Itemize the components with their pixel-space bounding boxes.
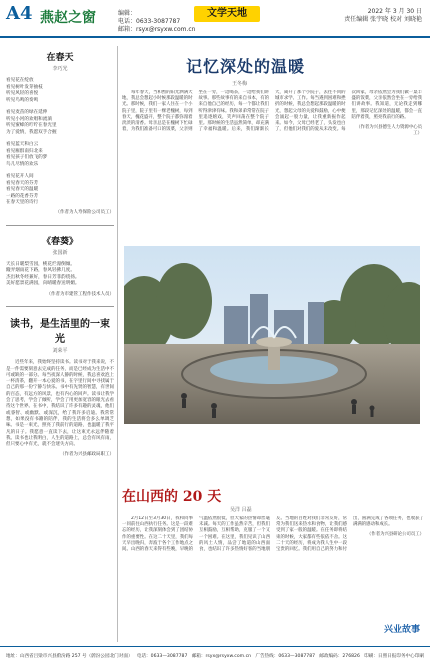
poem2-note: （作者为市建管工程作技术人员） (46, 291, 114, 297)
header-editor: 编辑： (118, 10, 137, 17)
poem-line: 看见孩子们放飞的梦 (6, 155, 48, 161)
main-article-text: 每年春天，当和煦的阳光洒满大地，我总会想起小时候那段温暖的时光。那时候，我们一家人住在一个小院子里，院子里有一棵老槐树，每到春天，槐花盛开，整个院子都弥漫着淡淡的清香。母亲总是在槐树下忙碌着，为我们准备可口的饭菜，父亲则坐在一旁，一边喝茶，一边给我们讲故事。那些故事有的来自书本，有的来自他自己的经历，每一个都让我们听得津津有味。我和弟弟常常在院子里追逐嬉戏，笑声回荡在整个院子里。那时候的生活虽然简单，却充满了幸福和温暖。后来，我们渐渐长大，离开了那个小院子，去往不同的城市求学、工作。每当遇到困难和挫折的时候，我总会想起那段温暖的时光，想起父母的关爱和鼓励，心中便会涌起一股力量，让我重新振作起来。如今，父母已经老了，头发也白了，但他们对我们的爱从未改变。每次回家，母亲依然会为我们做一桌丰盛的饭菜，父亲依然会坐在一旁给我们讲故事。我知道，无论我走到哪里，那段记忆深处的温暖，都会一直陪伴着我，照亮我前行的路。 (122, 90, 422, 133)
main-article (122, 90, 422, 242)
header-date (344, 8, 422, 24)
poem-line: 为了爱情，我愿双手合握 (6, 129, 57, 135)
poem-line: 看见花在绽放 (6, 78, 34, 84)
poem-line: 簸弄烟雨花下路，春风轻拂几度。 (6, 268, 75, 274)
story-author: 吴洋 吕磊 (230, 507, 252, 513)
poem2-title: 《春葵》 (41, 236, 78, 247)
story-title: 在山西的 20 天 (122, 489, 222, 505)
header-phone: 电话：0633-3087787 (118, 18, 181, 25)
issue-date: 2022 年 3 月 30 日 (367, 8, 422, 15)
essay-author: 刘荣平 (52, 347, 68, 354)
footer-post: 邮政编码：276826 (319, 654, 360, 659)
essay-title: 读书，是生活里的一束光 (10, 318, 110, 345)
column-badge: 兴业故事 (383, 625, 420, 635)
poem1-title: 在春天 (46, 53, 74, 63)
poem-line: 鸟儿尽情的欢乐 (6, 161, 39, 167)
footer-printer: 印刷：日照日报印务中心印刷 (364, 654, 424, 659)
poem-line: 看见蓝天和白云 (6, 142, 39, 148)
poem1-note: （作者为人寿保险公司员工） (55, 210, 114, 216)
header-rule (0, 36, 430, 38)
page-header (0, 0, 430, 44)
poem-line: 听见蜜蜂的咛咛在春光里 (6, 123, 57, 129)
poem-line: 看见花开人间 (6, 174, 34, 180)
poem-line: 听见鸟鸣的奏鸣 (6, 97, 39, 103)
poem-line: 一路的花香芬芳 (6, 193, 39, 199)
main-author: 王冬梅 (232, 81, 248, 87)
editor-roles: 责任编辑 张宇晓 校对 刘晓艳 (344, 16, 422, 23)
poem-line: 看见雁群南归北来 (6, 148, 43, 154)
poem2-author: 张国新 (52, 249, 68, 256)
story-article (122, 516, 424, 630)
poem1-body (6, 78, 114, 206)
footer-email: 邮箱：rsyx@rsyxw.com.cn (191, 654, 252, 659)
column-divider (117, 46, 118, 642)
poem-line: 看见麦苗的绿在延伸 (6, 110, 48, 116)
story-note: （作者为兴县研论公司员工） (366, 532, 424, 538)
header-contact (118, 10, 195, 34)
story-text: 2月12日至3月30日，我和同事一同前往山西执行任务。这是一段难忘的经历，让我深刻体会到了团结协作的重要性。在这二十天里，我们每天早出晚归，奔波于各个工作地点之间。山西的春天来得有些晚，早晚的气温依然很低，但大家的热情却丝毫未减。每天的工作虽然辛苦，但我们互相鼓励，互相帮助，克服了一个又一个困难。在这里，我们见识了山西的风土人情，品尝了地道的山西面食，也结识了许多热情好客的当地朋友。当地的百姓对我们非常友好，常常为我们送来热水和食物，让我们感受到了家一般的温暖。在任务即将结束的时候，大家都有些依依不舍。这二十天的经历，将成为我人生中一段宝贵的回忆。我们用自己的努力和付出，圆满完成了各项任务，也收获了满满的感动和成长。 (122, 516, 424, 553)
newspaper-logo: 燕赵之窗 (40, 10, 96, 26)
section-label: 文学天地 (194, 6, 260, 22)
footer-address: 地址：山西省吕梁市兴县蔚汾路 257 号（蔚汾公园北门对面） (6, 654, 133, 659)
footer-ad-phone: 广告热线：0633—3087787 (255, 654, 316, 659)
poem-line: 美好愿景花满园，向晴暖春送明媚。 (6, 281, 80, 287)
poem-line: 看见春天的温暖 (6, 187, 39, 193)
landscape-photo (124, 246, 420, 424)
poem-line: 天长日暖梨雪园，桃花烂漫倒倾。 (6, 262, 75, 268)
footer-phone: 电话：0633—3087787 (136, 654, 188, 659)
main-note: （作者为兴县德生人力资源中心员工） (356, 125, 422, 137)
poem-line: 看见春天的芬芳 (6, 180, 39, 186)
page-footer (0, 646, 430, 671)
poem-line: 杰出秋冬经兼好，春日芳菲韵绕扬。 (6, 274, 80, 280)
poem-line: 在春天里的诗行 (6, 200, 39, 206)
poem-line: 听见小河的欢唱和流淌 (6, 116, 52, 122)
essay-body: 近些年来，我始终坚持读书。读书对于我来说，不是一件需要刻意去完成的任务，而是已经成为生活中不可或缺的一部分。每当夜深人静的时候，我总喜欢泡上一杯清茶，翻开一本心爱的书，在字里行间中寻找属于自己的那一份宁静与快乐。书中有先贤的智慧，有世间的百态，有远方的风景，也有内心的回声。读书让我学会了思考，学会了倾听，学会了用更加宽容的眼光去看待这个世界。在书中，我结识了许多有趣的灵魂，他们或睿智、或幽默、或深沉，给了我许多启迪。我常常想，如果没有书籍的陪伴，我的生活将会多么单调乏味。书是一束光，照亮了我前行的道路，也温暖了我平凡的日子。我愿意一直读下去，让这束光永远伴随着我。读书也让我明白，人生的道路上，总会有风有雨，但只要心中有光，就不会迷失方向。 (6, 360, 114, 448)
divider (6, 306, 114, 307)
header-email: 邮箱：rsyx@rsyxw.com.cn (118, 26, 196, 33)
page-number: A4 (6, 3, 33, 24)
main-title: 记忆深处的温暖 (186, 57, 306, 76)
poem2-body (6, 262, 114, 288)
poem1-author: 李巧光 (52, 66, 68, 72)
left-column (6, 46, 114, 626)
photo-illustration (124, 246, 420, 424)
divider (6, 225, 114, 226)
poem-line: 听见风轻的喜悦 (6, 91, 39, 97)
essay-note: （作者为兴县邮政局职工） (60, 452, 114, 458)
poem-line: 看见树叶发芽抽枝 (6, 84, 43, 90)
